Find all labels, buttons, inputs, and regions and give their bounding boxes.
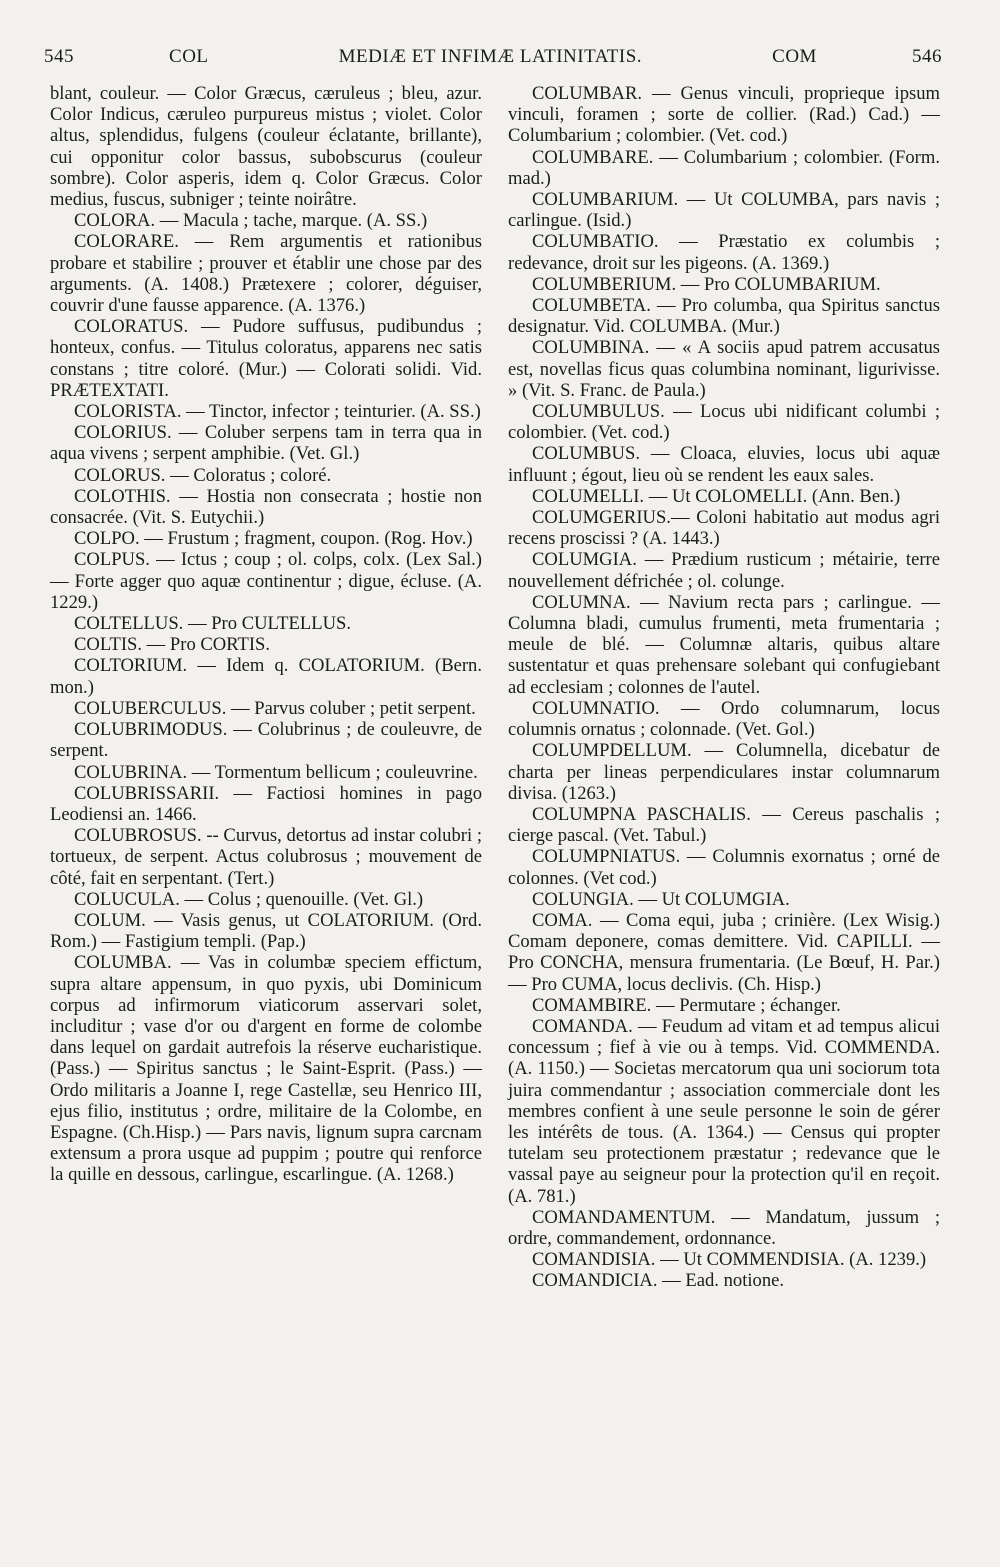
running-head xyxy=(74,46,912,68)
dictionary-entry: COLUBRISSARII. — Factiosi homines in pago Leodiensi an. 1466. xyxy=(50,782,482,825)
dictionary-entry: COMANDICIA. — Ead. notione. xyxy=(532,1270,785,1292)
dictionary-entry: COLUM. — Vasis genus, ut COLATORIUM. (Ord. Rom.) — Fastigium templi. (Pap.) xyxy=(50,909,482,953)
left-column xyxy=(50,83,482,1186)
dictionary-entry: COLUMBUS. — Cloaca, eluvies, locus ubi aquæ influunt ; égout, lieu où se rendent les eaux sales. xyxy=(508,443,940,486)
dictionary-entry: COLUBROSUS. -- Curvus, detortus ad instar colubri ; tortueux, de serpent. Actus colubrosus ; mouvement de côté, fait en serpentant. (Tert.) xyxy=(50,825,482,889)
dictionary-entry: COMAMBIRE. — Permutare ; échanger. xyxy=(532,994,841,1016)
right-column xyxy=(508,83,940,1292)
dictionary-entry: COLUMBULUS. — Locus ubi nidificant columbi ; colombier. (Vet. cod.) xyxy=(508,401,940,444)
dictionary-entry: COLUMBERIUM. — Pro COLUMBARIUM. xyxy=(532,273,881,295)
dictionary-entry: COLUMBINA. — « A sociis apud patrem accusatus est, novellas ficus quas columbina nominant, ligurivisse. » (Vit. S. Franc. de Paula.) xyxy=(508,337,940,401)
dictionary-entry: COLUBRIMODUS. — Colubrinus ; de couleuvre, de serpent. xyxy=(50,719,482,762)
page-number-left: 545 xyxy=(44,46,74,67)
dictionary-entry: COMANDA. — Feudum ad vitam et ad tempus alicui concessum ; fief à vie ou à temps. Vid. COMMENDA. (A. 1150.) — Societas mercatorum qua uni sociorum tota juira commendantur ; association commerciale dont les membres confient à une seule personne le soin de gérer les intérêts de tous. (A. 1364.) — Census qui propter tutelam seu protectionem præstatur ; redevance que le vassal paye au seigneur pour la protection qu'il en reçoit. (A. 781.) xyxy=(508,1015,940,1207)
dictionary-entry: COLUMELLI. — Ut COLOMELLI. (Ann. Ben.) xyxy=(532,485,901,507)
dictionary-entry: COLOTHIS. — Hostia non consecrata ; hostie non consacrée. (Vit. S. Eutychii.) xyxy=(50,485,482,529)
dictionary-entry: COLTIS. — Pro CORTIS. xyxy=(74,634,271,656)
dictionary-entry: COLUMNA. — Navium recta pars ; carlingue. — Columna bladi, cumulus frumenti, meta frumentaria ; meule de blé. — Columnæ altaris, quibus altare sustentatur et quas prehensare solebant qui confugiebant ad ecclesiam ; colonnes de l'autel. xyxy=(508,591,940,698)
dictionary-entry: COMANDAMENTUM. — Mandatum, jussum ; ordre, commandement, ordonnance. xyxy=(508,1206,940,1249)
dictionary-entry: COMANDISIA. — Ut COMMENDISIA. (A. 1239.) xyxy=(532,1249,927,1271)
dictionary-entry: COLUMBARE. — Columbarium ; colombier. (Form. mad.) xyxy=(508,146,940,189)
dictionary-entry: COLTORIUM. — Idem q. COLATORIUM. (Bern. mon.) xyxy=(50,655,482,698)
dictionary-entry: COLUBERCULUS. — Parvus coluber ; petit serpent. xyxy=(74,697,476,719)
dictionary-entry: COLUMBARIUM. — Ut COLUMBA, pars navis ; carlingue. (Isid.) xyxy=(508,189,940,232)
running-title: MEDIÆ ET INFIMÆ LATINITATIS. xyxy=(338,46,643,67)
dictionary-entry: COLORATUS. — Pudore suffusus, pudibundus ; honteux, confus. — Titulus coloratus, apparens nec satis constans ; titre coloré. (Mur.) — Colorati solidi. Vid. PRÆTEXTATI. xyxy=(50,316,482,401)
dictionary-entry: COLTELLUS. — Pro CULTELLUS. xyxy=(74,613,352,635)
dictionary-entry: COLUMBETA. — Pro columba, qua Spiritus sanctus designatur. Vid. COLUMBA. (Mur.) xyxy=(508,295,940,338)
dictionary-entry: COLUMGERIUS.— Coloni habitatio aut modus agri recens proscissi ? (A. 1443.) xyxy=(508,507,940,550)
dictionary-entry: COMA. — Coma equi, juba ; crinière. (Lex Wisig.) Comam deponere, comas demittere. Vid. CAPILLI. — Pro CONCHA, mensura frumentaria. (Le Bœuf, H. Par.) — Pro CUMA, locus declivis. (Ch. Hisp.) xyxy=(508,909,940,995)
running-head-left: COL xyxy=(169,46,209,67)
dictionary-entry: COLUMBAR. — Genus vinculi, proprieque ipsum vinculi, foramen ; sorte de collier. (Rad.) Cad.) — Columbarium ; colombier. (Vet. cod.) xyxy=(508,83,940,147)
dictionary-entry: COLUMPDELLUM. — Columnella, dicebatur de charta per lineas perpendiculares instar columnarum divisa. (1263.) xyxy=(508,740,940,804)
dictionary-entry: COLORIUS. — Coluber serpens tam in terra qua in aqua vivens ; serpent amphibie. (Vet. Gl.) xyxy=(50,422,482,465)
dictionary-entry: COLUMBA. — Vas in columbæ speciem effictum, supra altare appensum, in quo pyxis, ubi Dominicum corpus ad infirmorum viaticorum asservari solet, includitur ; vase d'or ou d'argent en forme de colombe dans lequel on gardait autrefois la réserve eucharistique. (Pass.) — Spiritus sanctus ; le Saint-Esprit. (Pass.) — Ordo militaris a Joanne I, rege Castellæ, seu Henrico III, ejus filio, institutus ; ordre, militaire de la Colombe, en Espagne. (Ch.Hisp.) — Pars navis, lignum supra carcnam extensum a prora usque ad puppim ; poutre qui renforce la quille en dessous, carlingue, escarlingue. (A. 1268.) xyxy=(50,952,482,1186)
dictionary-entry: COLUMPNA PASCHALIS. — Cereus paschalis ; cierge pascal. (Vet. Tabul.) xyxy=(508,803,940,847)
dictionary-entry: COLUMGIA. — Prædium rusticum ; métairie, terre nouvellement défrichée ; ol. colunge. xyxy=(508,549,940,592)
dictionary-entry: COLUBRINA. — Tormentum bellicum ; couleuvrine. xyxy=(74,761,478,783)
dictionary-entry: blant, couleur. — Color Græcus, cæruleus ; bleu, azur. Color Indicus, cæruleo purpureus mistus ; violet. Color altus, splendidus, fulgens (couleur éclatante, brillante), cui opponitur color bassus, subobscurus (couleur sombre). Color asperis, idem q. Color Græcus. Color medius, fuscus, subniger ; teinte noirâtre. xyxy=(50,83,482,211)
running-head-right: COM xyxy=(772,46,817,67)
page-number-right: 546 xyxy=(912,46,942,67)
page-header xyxy=(44,46,942,76)
dictionary-entry: COLPO. — Frustum ; fragment, coupon. (Rog. Hov.) xyxy=(74,528,473,550)
dictionary-entry: COLPUS. — Ictus ; coup ; ol. colps, colx. (Lex Sal.) — Forte agger quo aquæ continentur ; digue, écluse. (A. 1229.) xyxy=(50,549,482,613)
dictionary-entry: COLUCULA. — Colus ; quenouille. (Vet. Gl.) xyxy=(74,888,424,910)
dictionary-entry: COLORUS. — Coloratus ; coloré. xyxy=(74,464,332,486)
dictionary-entry: COLUMNATIO. — Ordo columnarum, locus columnis ornatus ; colonnade. (Vet. Gol.) xyxy=(508,697,940,741)
dictionary-entry: COLUMPNIATUS. — Columnis exornatus ; orné de colonnes. (Vet cod.) xyxy=(508,846,940,889)
dictionary-entry: COLORA. — Macula ; tache, marque. (A. SS.) xyxy=(74,210,428,232)
dictionary-entry: COLUMBATIO. — Præstatio ex columbis ; redevance, droit sur les pigeons. (A. 1369.) xyxy=(508,231,940,274)
dictionary-entry: COLUNGIA. — Ut COLUMGIA. xyxy=(532,888,790,910)
dictionary-entry: COLORISTA. — Tinctor, infector ; teinturier. (A. SS.) xyxy=(74,401,481,423)
dictionary-entry: COLORARE. — Rem argumentis et rationibus probare et stabilire ; prouver et établir une chose par des arguments. (A. 1408.) Prætexere ; colorer, déguiser, couvrir d'une fausse apparence. (A. 1376.) xyxy=(50,231,482,317)
